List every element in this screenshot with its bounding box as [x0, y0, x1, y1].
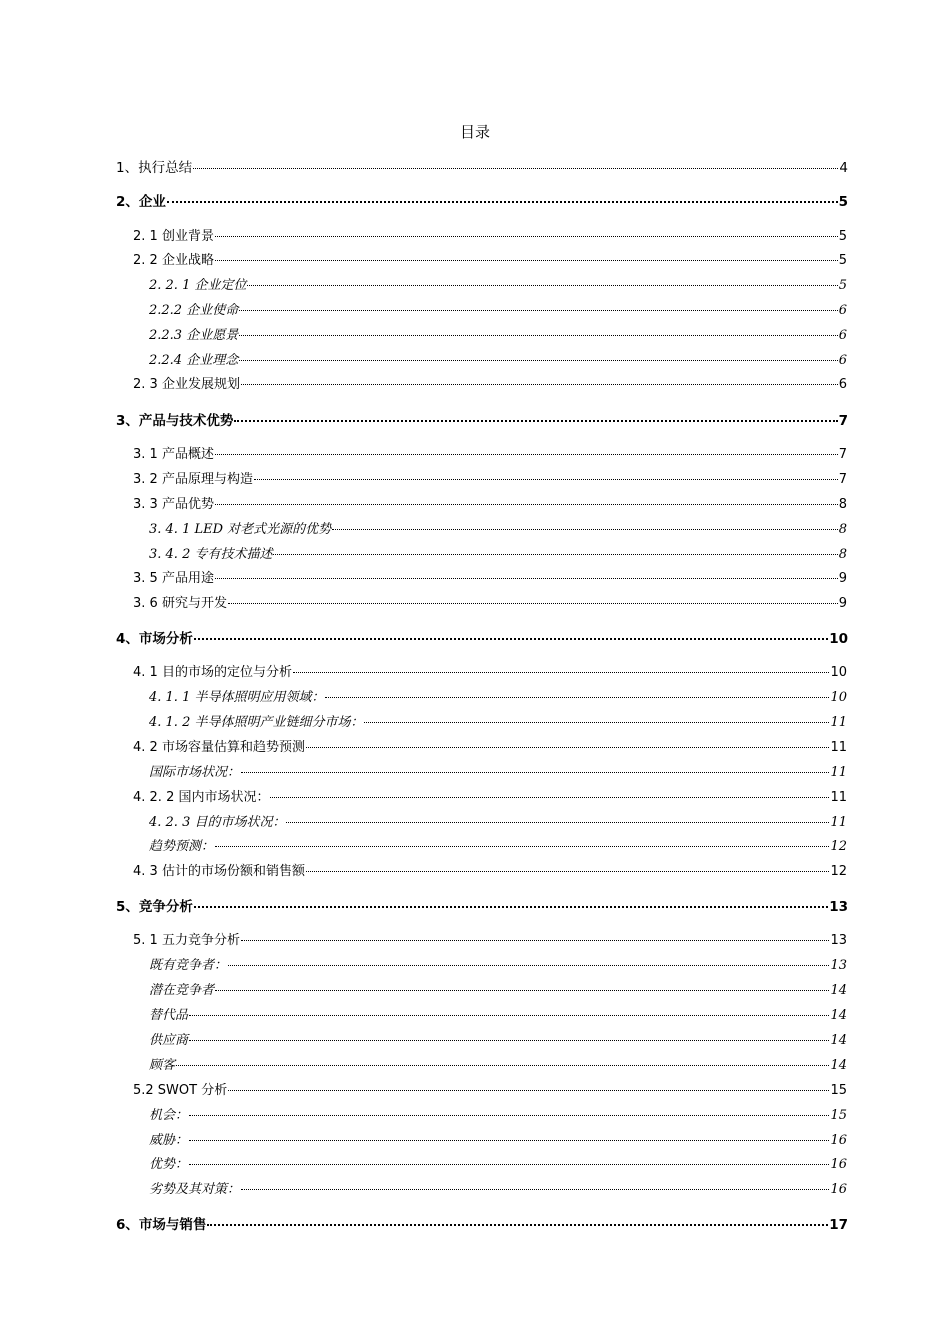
dot-leader — [193, 168, 838, 169]
toc-entry-page: 5 — [838, 278, 847, 293]
toc-entry-page: 10 — [829, 631, 848, 647]
toc-entry-label: 优势： — [149, 1157, 189, 1172]
dot-leader — [215, 578, 838, 579]
toc-entry[interactable] — [149, 543, 847, 562]
toc-entry[interactable] — [116, 190, 848, 210]
dot-leader — [306, 871, 830, 872]
toc-entry[interactable] — [133, 373, 847, 392]
toc-entry-page: 6 — [838, 328, 847, 343]
toc-entry-page: 14 — [830, 983, 847, 998]
toc-entry[interactable] — [149, 1153, 847, 1172]
dot-leader — [273, 554, 837, 555]
toc-entry[interactable] — [149, 1178, 847, 1197]
dot-leader — [241, 1189, 829, 1190]
toc-entry[interactable] — [149, 518, 847, 537]
toc-entry-label: 5. 1 五力竞争分析 — [133, 933, 240, 948]
toc-entry[interactable] — [133, 661, 847, 680]
dot-leader — [325, 697, 829, 698]
toc-entry[interactable] — [149, 1129, 847, 1148]
toc-entry-label: 劣势及其对策： — [149, 1182, 241, 1197]
toc-entry-page: 12 — [830, 864, 847, 879]
toc-entry-label: 2.2.2 企业使命 — [149, 303, 239, 318]
toc-entry[interactable] — [149, 979, 847, 998]
toc-entry-page: 10 — [830, 690, 847, 705]
dot-leader — [228, 603, 838, 604]
toc-entry-label: 3. 3 产品优势 — [133, 497, 214, 512]
toc-entry-page: 8 — [838, 497, 847, 512]
dot-leader — [241, 940, 830, 941]
toc-entry[interactable] — [149, 761, 847, 780]
dot-leader — [215, 504, 838, 505]
dot-leader — [241, 772, 829, 773]
toc-entry-page: 10 — [830, 665, 847, 680]
dot-leader — [189, 1040, 829, 1041]
toc-entry[interactable] — [149, 835, 847, 854]
dot-leader — [239, 310, 838, 311]
toc-entry[interactable] — [149, 349, 847, 368]
toc-entry-page: 14 — [830, 1033, 847, 1048]
toc-entry-page: 14 — [830, 1008, 847, 1023]
toc-entry-page: 8 — [838, 547, 847, 562]
toc-entry[interactable] — [149, 811, 847, 830]
toc-entry-label: 6、市场与销售 — [116, 1217, 207, 1233]
dot-leader — [241, 384, 838, 385]
toc-entry-page: 6 — [838, 303, 847, 318]
dot-leader — [270, 797, 829, 798]
dot-leader — [207, 1224, 828, 1226]
toc-entry-label: 3. 6 研究与开发 — [133, 596, 227, 611]
toc-entry[interactable] — [149, 324, 847, 343]
toc-entry-label: 威胁： — [149, 1133, 189, 1148]
dot-leader — [228, 1090, 829, 1091]
toc-entry-label: 2、企业 — [116, 194, 166, 210]
toc-entry-page: 17 — [829, 1217, 848, 1233]
toc-entry-label: 国际市场状况： — [149, 765, 241, 780]
toc-entry-label: 4. 3 估计的市场份额和销售额 — [133, 864, 305, 879]
toc-entry-page: 5 — [838, 194, 848, 210]
toc-title: 目录 — [459, 123, 490, 141]
toc-entry-label: 5、竞争分析 — [116, 899, 193, 915]
toc-entry-page: 16 — [830, 1157, 847, 1172]
toc-entry[interactable] — [149, 299, 847, 318]
toc-entry[interactable] — [116, 627, 848, 647]
toc-entry[interactable] — [116, 409, 848, 429]
toc-entry-label: 4. 2. 2 国内市场状况： — [133, 790, 270, 805]
toc-entry-label: 4. 2. 3 目的市场状况： — [149, 815, 286, 830]
toc-entry-page: 7 — [838, 472, 847, 487]
toc-entry-page: 5 — [838, 253, 847, 268]
toc-entry-page: 15 — [830, 1108, 847, 1123]
dot-leader — [228, 965, 829, 966]
dot-leader — [194, 906, 828, 908]
toc-entry-label: 2. 2 企业战略 — [133, 253, 214, 268]
toc-entry-page: 11 — [830, 790, 847, 805]
toc-entry[interactable] — [149, 1029, 847, 1048]
toc-entry-page: 9 — [838, 596, 847, 611]
toc-entry-label: 顾客 — [149, 1058, 176, 1073]
toc-entry[interactable] — [133, 1079, 847, 1098]
toc-entry-label: 2.2.3 企业愿景 — [149, 328, 239, 343]
toc-entry-label: 2. 2. 1 企业定位 — [149, 278, 247, 293]
toc-entry[interactable] — [116, 156, 848, 176]
dot-leader — [234, 420, 837, 422]
toc-entry-page: 4 — [839, 160, 848, 176]
dot-leader — [286, 822, 829, 823]
dot-leader — [189, 1115, 829, 1116]
toc-entry-page: 11 — [830, 740, 847, 755]
toc-entry[interactable] — [116, 1213, 848, 1233]
toc-entry[interactable] — [133, 493, 847, 512]
toc-entry-label: 2. 1 创业背景 — [133, 229, 214, 244]
toc-entry[interactable] — [149, 274, 847, 293]
toc-entry-label: 2. 3 企业发展规划 — [133, 377, 240, 392]
dot-leader — [364, 722, 829, 723]
toc-entry-label: 潜在竞争者 — [149, 983, 215, 998]
toc-entry-page: 7 — [838, 447, 847, 462]
dot-leader — [215, 260, 838, 261]
toc-entry-page: 11 — [830, 815, 847, 830]
toc-entry[interactable] — [133, 929, 847, 948]
toc-entry-page: 16 — [830, 1133, 847, 1148]
dot-leader — [215, 454, 838, 455]
toc-entry[interactable] — [133, 736, 847, 755]
toc-entry-page: 13 — [829, 899, 848, 915]
dot-leader — [167, 201, 838, 203]
toc-entry-label: 4. 1. 2 半导体照明产业链细分市场： — [149, 715, 364, 730]
toc-entry-page: 6 — [838, 353, 847, 368]
dot-leader — [293, 672, 830, 673]
toc-entry[interactable] — [133, 443, 847, 462]
dot-leader — [306, 747, 830, 748]
toc-entry-label: 5.2 SWOT 分析 — [133, 1083, 228, 1098]
toc-entry[interactable] — [149, 1054, 847, 1073]
toc-entry-label: 既有竞争者： — [149, 958, 228, 973]
dot-leader — [215, 846, 829, 847]
toc-entry-page: 6 — [838, 377, 847, 392]
toc-entry[interactable] — [149, 686, 847, 705]
dot-leader — [239, 360, 838, 361]
dot-leader — [189, 1015, 829, 1016]
toc-entry[interactable] — [116, 895, 848, 915]
dot-leader — [247, 285, 837, 286]
toc-entry-label: 3. 2 产品原理与构造 — [133, 472, 253, 487]
toc-entry-label: 3. 4. 2 专有技术描述 — [149, 547, 273, 562]
toc-entry-label: 1、执行总结 — [116, 160, 193, 176]
dot-leader — [194, 638, 828, 640]
dot-leader — [215, 236, 838, 237]
toc-entry-label: 4. 1. 1 半导体照明应用领域： — [149, 690, 325, 705]
toc-entry-page: 9 — [838, 571, 847, 586]
toc-entry[interactable] — [149, 711, 847, 730]
toc-entry[interactable] — [133, 567, 847, 586]
toc-entry[interactable] — [149, 954, 847, 973]
toc-entry-label: 3. 5 产品用途 — [133, 571, 214, 586]
toc-entry-page: 12 — [830, 839, 847, 854]
toc-entry-page: 14 — [830, 1058, 847, 1073]
toc-entry-label: 机会： — [149, 1108, 189, 1123]
toc-entry-label: 3、产品与技术优势 — [116, 413, 234, 429]
toc-entry-label: 3. 1 产品概述 — [133, 447, 214, 462]
dot-leader — [215, 990, 829, 991]
dot-leader — [176, 1065, 829, 1066]
toc-entry-label: 供应商 — [149, 1033, 189, 1048]
toc-entry-label: 4. 1 目的市场的定位与分析 — [133, 665, 292, 680]
dot-leader — [332, 529, 838, 530]
toc-entry-label: 4、市场分析 — [116, 631, 193, 647]
toc-entry-page: 13 — [830, 958, 847, 973]
toc-entry[interactable] — [133, 592, 847, 611]
toc-entry[interactable] — [149, 1104, 847, 1123]
dot-leader — [239, 335, 838, 336]
toc-entry-page: 7 — [838, 413, 848, 429]
toc-entry-page: 15 — [830, 1083, 847, 1098]
toc-entry-label: 2.2.4 企业理念 — [149, 353, 239, 368]
toc-entry[interactable] — [133, 468, 847, 487]
toc-entry[interactable] — [133, 249, 847, 268]
toc-entry-label: 3. 4. 1 LED 对老式光源的优势 — [149, 522, 332, 537]
toc-entry-label: 趋势预测： — [149, 839, 215, 854]
toc-entry[interactable] — [149, 1004, 847, 1023]
dot-leader — [254, 479, 838, 480]
toc-entry-page: 5 — [838, 229, 847, 244]
toc-entry[interactable] — [133, 860, 847, 879]
toc-entry-label: 4. 2 市场容量估算和趋势预测 — [133, 740, 305, 755]
toc-entry-page: 11 — [830, 765, 847, 780]
dot-leader — [189, 1164, 829, 1165]
toc-entry-label: 替代品 — [149, 1008, 189, 1023]
toc-entry-page: 13 — [830, 933, 847, 948]
toc-entry-page: 16 — [830, 1182, 847, 1197]
toc-entry-page: 8 — [838, 522, 847, 537]
toc-entry[interactable] — [133, 786, 847, 805]
dot-leader — [189, 1140, 829, 1141]
toc-entry-page: 11 — [830, 715, 847, 730]
toc-entry[interactable] — [133, 225, 847, 244]
